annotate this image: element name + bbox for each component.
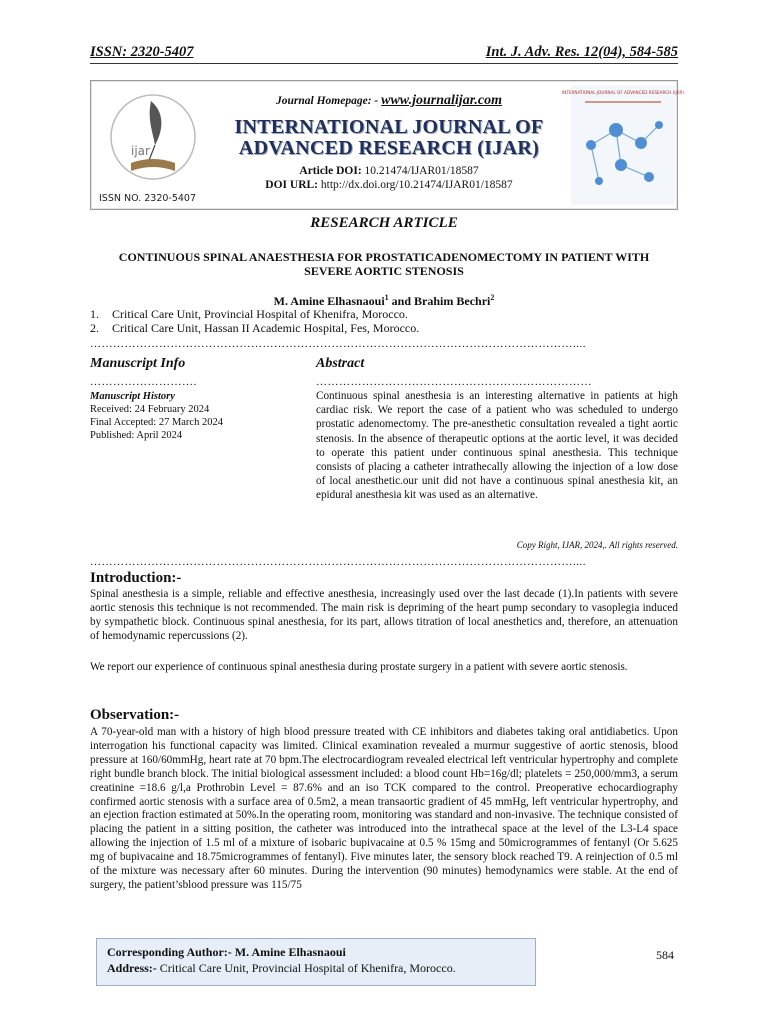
dotted-separator: ………………………………………………………………………………………………………………....: [90, 338, 586, 350]
introduction-paragraph: Spinal anesthesia is a simple, reliable and effective anesthesia, increasingly used over the last decade (1).In patients with severe aortic stenosis this technique is not recommended. The main risk is depriming of the heart pump secondary to vasoplegia induced by sympathetic block. Continuous spinal anesthesia, for its part, allows titration of local anesthetics and, therefore, an attenuation of hemodynamic repercussions (2).: [90, 588, 678, 642]
header-rule: [90, 63, 678, 64]
article-doi: Article DOI: 10.21474/IJAR01/18587 DOI URL: http://dx.doi.org/10.21474/IJAR01/18587: [265, 165, 513, 191]
abstract-text: Continuous spinal anesthesia is an interesting alternative in patients at high cardiac risk. We report the case of a patient who was scheduled to undergo prostatic adenomectomy. The pre-anesthetic consultation revealed a tight aortic stenosis. In the absence of therapeutic options at the aortic level, it was decided to operate this patient under continuous spinal anesthesia. This technique consists of placing a catheter intrathecally allowing the injection of a low dose of local anesthetic.our unit did not have a continuous spinal anesthesia kit, an epidural anesthesia kit was used as an alternative.: [316, 390, 678, 502]
homepage-link[interactable]: www.journalijar.com: [381, 93, 502, 108]
dotted-separator: ……………………….: [90, 376, 197, 388]
introduction-heading: Introduction:-: [90, 570, 182, 586]
journal-title: INTERNATIONAL JOURNAL OF ADVANCED RESEARCH (IJAR): [234, 116, 544, 159]
svg-text:ISSN NO. 2320-5407: ISSN NO. 2320-5407: [99, 193, 197, 204]
abstract-heading: Abstract: [316, 356, 365, 371]
corresponding-author-box: Corresponding Author:- M. Amine Elhasnaoui Address:- Critical Care Unit, Provincial Hospital of Khenifra, Morocco.: [96, 938, 536, 986]
journal-homepage: Journal Homepage: - www.journalijar.com: [276, 93, 502, 108]
citation-text: Int. J. Adv. Res. 12(04), 584-585: [485, 44, 678, 60]
journal-cover-icon: [561, 85, 685, 205]
page-number: 584: [656, 948, 674, 962]
manuscript-history: Manuscript History Received: 24 February 2024 Final Accepted: 27 March 2024 Published: April 2024: [90, 391, 223, 441]
svg-text:ijar: ijar: [131, 144, 150, 158]
affiliation-item: 1. Critical Care Unit, Provincial Hospital of Khenifra, Morocco.: [90, 307, 408, 321]
copyright-text: Copy Right, IJAR, 2024,. All rights reserved.: [516, 540, 678, 550]
article-type: RESEARCH ARTICLE: [310, 215, 458, 231]
dotted-separator: ………………………………………………………………: [316, 376, 592, 388]
observation-paragraph: A 70-year-old man with a history of high blood pressure treated with CE inhibitors and diabetes taking oral antidiabetics. Upon interrogation his functional capacity was limited. Clinical examination revealed a murmur suggestive of aortic stenosis, blood pressure at 160/60mmHg, heart rate at 70 bpm.The electrocardiogram revealed electrical left ventricular hypertrophy and complete right bundle branch block. The initial biological assessment included: a blood count Hb=16g/dl; platelets = 250,000/mm3, a serum creatinine =18.6 g/l,a Prothrobin Level = 87.6% and an iso TCK compared to the control. Preoperative echocardiography confirmed aortic stenosis with a surface area of 0.5m2, a mean transaortic gradient of 45 mmHg, left ventricular hypertrophy, and an ejection fraction estimated at 50%.In the operating room, monitoring was standard and non-invasive. The technique consisted of placing the patient in a sitting position, the catheter was introduced into the intrathecal space at the level of the L3-L4 space allowing the injection of 1.5 ml of a mixture of isobaric bupivacaine at 0.5 % 15mg and 50microgrammes of fentanyl (Or 5.625 mg of bupivacaine and 18.75microgrammes of fentanyl). Five minutes later, the sensory block reached T9. A reinjection of 0.5 ml of the mixture was necessary after 60 minutes. During the intervention (90 minutes) hemodynamics were stable. At the end of surgery, the patient’sblood pressure was 115/75: [90, 726, 678, 891]
header-center: [211, 81, 567, 192]
issn-text: ISSN: 2320-5407: [90, 44, 194, 60]
introduction-paragraph: We report our experience of continuous spinal anesthesia during prostate surgery in a patient with severe aortic stenosis.: [90, 661, 628, 673]
running-header: [90, 44, 678, 61]
journal-header-box: [90, 80, 685, 210]
observation-heading: Observation:-: [90, 707, 180, 723]
affiliation-item: 2. Critical Care Unit, Hassan II Academic Hospital, Fes, Morocco.: [90, 321, 420, 335]
ijar-logo-icon: [93, 83, 213, 207]
affiliations: [90, 307, 419, 335]
svg-text:INTERNATIONAL JOURNAL OF ADVAN: INTERNATIONAL JOURNAL OF ADVANCED RESEARCH (IJAR): [561, 90, 685, 95]
author-line: M. Amine Elhasnaoui$^1$ and Brahim Bechri$^2$: [273, 293, 495, 308]
dotted-separator: ………………………………………………………………………………………………………………....: [90, 556, 586, 568]
doi-url-link[interactable]: http://dx.doi.org/10.21474/IJAR01/18587: [320, 179, 513, 191]
manuscript-info-heading: Manuscript Info: [90, 356, 186, 371]
article-title: CONTINUOUS SPINAL ANAESTHESIA FOR PROSTATICADENOMECTOMY IN PATIENT WITH SEVERE AORTIC STENOSIS: [118, 250, 650, 278]
